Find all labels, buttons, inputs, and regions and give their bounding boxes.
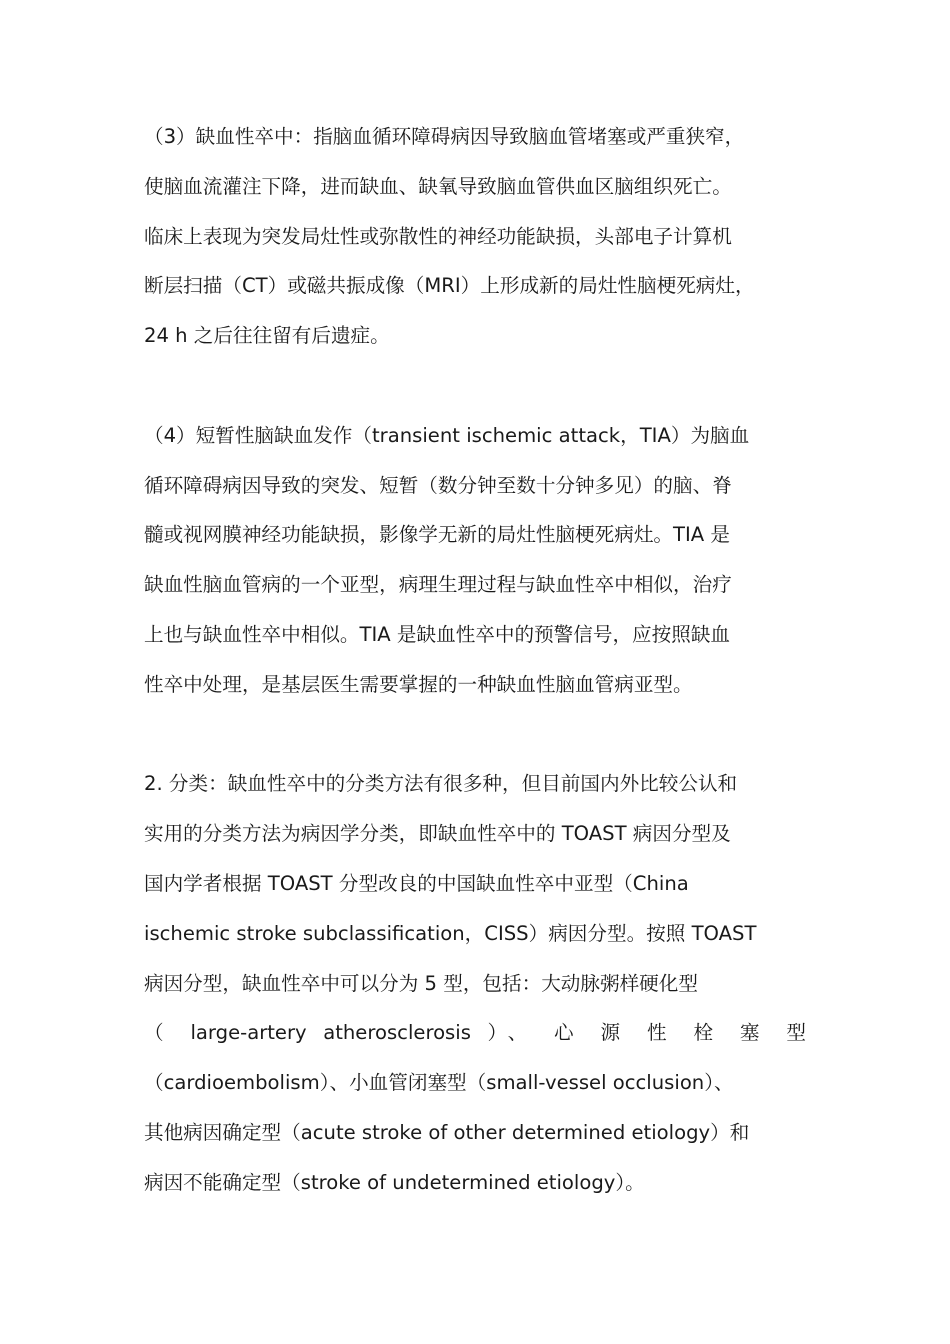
text-line: 髓或视网膜神经功能缺损，影像学无新的局灶性脑梗死病灶。TIA 是 <box>144 523 731 547</box>
text-line: 缺血性脑血管病的一个亚型，病理生理过程与缺血性卒中相似，治疗 <box>144 573 732 597</box>
text-line: （ large-artery atherosclerosis ）、 心 源 性 栓 塞 型 <box>144 1021 806 1045</box>
text-line: （cardioembolism）、小血管闭塞型（small-vessel occlusion）、 <box>144 1071 734 1095</box>
paragraph-gap <box>144 710 806 760</box>
paragraph-classification <box>144 759 806 1207</box>
text-line: 病因分型，缺血性卒中可以分为 5 型，包括：大动脉粥样硬化型 <box>144 971 698 995</box>
text-line: 性卒中处理，是基层医生需要掌握的一种缺血性脑血管病亚型。 <box>144 672 693 696</box>
paragraph-gap <box>144 361 806 411</box>
text-line: 断层扫描（CT）或磁共振成像（MRI）上形成新的局灶性脑梗死病灶， <box>144 274 755 298</box>
text-line: ischemic stroke subclassification，CISS）病因分型。按照 TOAST <box>144 921 757 945</box>
text-line: 国内学者根据 TOAST 分型改良的中国缺血性卒中亚型（China <box>144 871 689 895</box>
text-line: 使脑血流灌注下降，进而缺血、缺氧导致脑血管供血区脑组织死亡。 <box>144 174 732 198</box>
paragraph-ischemic-stroke <box>144 112 806 361</box>
text-line: 24 h 之后往往留有后遗症。 <box>144 324 390 348</box>
paragraph-tia <box>144 411 806 710</box>
document-page <box>144 112 806 1208</box>
text-line: 2. 分类：缺血性卒中的分类方法有很多种，但目前国内外比较公认和 <box>144 772 738 796</box>
text-line: （4）短暂性脑缺血发作（transient ischemic attack，TIA）为脑血 <box>144 423 750 447</box>
text-line: 循环障碍病因导致的突发、短暂（数分钟至数十分钟多见）的脑、脊 <box>144 473 732 497</box>
text-line: 实用的分类方法为病因学分类，即缺血性卒中的 TOAST 病因分型及 <box>144 822 731 846</box>
text-line: （3）缺血性卒中：指脑血循环障碍病因导致脑血管堵塞或严重狭窄， <box>144 125 745 148</box>
text-line: 其他病因确定型（acute stroke of other determined etiology）和 <box>144 1120 750 1144</box>
text-line: 上也与缺血性卒中相似。TIA 是缺血性卒中的预警信号，应按照缺血 <box>144 622 731 646</box>
text-line: 临床上表现为突发局灶性或弥散性的神经功能缺损，头部电子计算机 <box>144 224 732 248</box>
text-line: 病因不能确定型（stroke of undetermined etiology）。 <box>144 1170 645 1194</box>
